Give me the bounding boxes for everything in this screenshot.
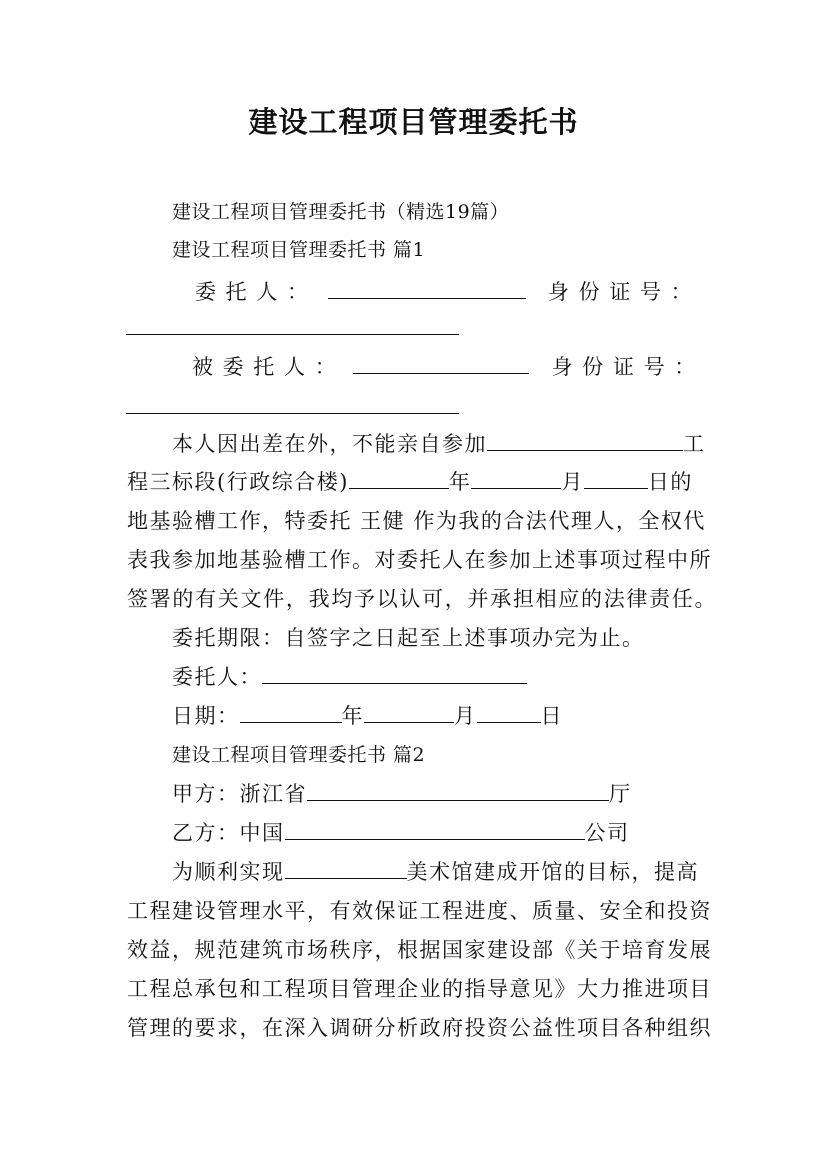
body2-line3: 效益，规范建筑市场秩序，根据国家建设部《关于培育发展 [127,938,712,962]
party-a-blank[interactable] [307,782,609,801]
year-blank-1[interactable] [349,470,449,489]
month-blank-1[interactable] [471,470,561,489]
agent-row [192,354,697,380]
party-b-row [172,820,712,846]
museum-name-blank[interactable] [285,860,407,879]
id-number-blank-2[interactable] [126,413,459,414]
date-year-label: 年 [341,704,364,728]
day-label-1: 日的 [647,470,693,494]
date-day-label: 日 [540,704,563,728]
year-label-1: 年 [448,470,472,494]
entrust-period: 委托期限：自签字之日起至上述事项办完为止。 [172,626,645,650]
agent-label: 被 委 托 人 ： [192,355,338,379]
party-a-label: 甲方：浙江省 [172,782,307,806]
id-number-label-2: 身 份 证 号 ： [551,355,697,379]
body2-line1-suffix: 美术馆建成开馆的目标，提高 [406,860,699,884]
body2-line1-text: 为顺利实现 [172,860,285,884]
body1-line4: 表我参加地基验槽工作。对委托人在参加上述事项过程中所 [127,548,712,572]
id-number-blank-1[interactable] [126,334,459,335]
document-title: 建设工程项目管理委托书 [248,105,579,139]
body2-line4: 工程总承包和工程项目管理企业的指导意见》大力推进项目 [127,977,712,1001]
document-subtitle: 建设工程项目管理委托书（精选19篇） [172,201,510,223]
date-month-blank[interactable] [364,704,454,723]
date-row [172,703,712,729]
id-number-label-1: 身 份 证 号 ： [547,280,694,304]
signature-blank[interactable] [262,665,527,684]
party-b-suffix: 公司 [584,821,630,845]
body1-line2-text: 程三标段(行政综合楼) [127,470,349,494]
body1-line2 [127,469,707,495]
date-month-label: 月 [454,704,477,728]
body1-line1-suffix: 工 [683,432,706,456]
date-label: 日期： [172,704,240,728]
day-blank-1[interactable] [584,470,648,489]
body2-line1 [172,859,707,885]
body1-line3: 地基验槽工作，特委托 王健 作为我的合法代理人，全权代 [127,509,706,533]
principal-name-blank[interactable] [328,280,526,299]
date-day-blank[interactable] [477,704,541,723]
part1-heading: 建设工程项目管理委托书 篇1 [172,239,426,261]
party-a-suffix: 厅 [609,782,632,806]
signature-row [172,664,712,690]
month-label-1: 月 [561,470,584,494]
signature-label: 委托人： [172,665,262,689]
party-b-label: 乙方：中国 [172,821,285,845]
party-b-blank[interactable] [285,821,585,840]
body1-line5: 签署的有关文件，我均予以认可，并承担相应的法律责任。 [127,587,717,611]
principal-label: 委 托 人 ： [195,280,310,304]
body1-line1-text: 本人因出差在外，不能亲自参加 [172,432,487,456]
date-year-blank[interactable] [240,704,342,723]
body2-line5: 管理的要求，在深入调研分析政府投资公益性项目各种组织 [127,1016,712,1040]
principal-row [195,279,695,305]
party-a-row [172,781,712,807]
part2-heading: 建设工程项目管理委托书 篇2 [172,744,426,766]
body1-line1 [172,431,707,457]
agent-name-blank[interactable] [353,355,529,374]
project-name-blank[interactable] [487,432,683,451]
body2-line2: 工程建设管理水平，有效保证工程进度、质量、安全和投资 [127,899,712,923]
